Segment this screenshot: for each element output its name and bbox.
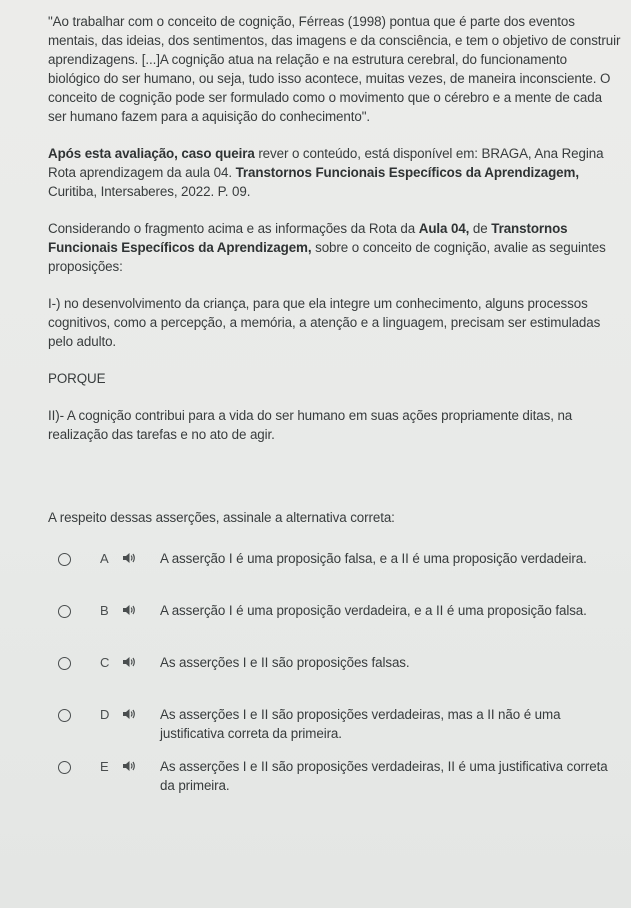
source-text-2: Curitiba, Intersaberes, 2022. P. 09.	[48, 184, 251, 199]
option-letter: B	[100, 603, 109, 618]
radio-circle-icon[interactable]	[58, 553, 71, 566]
speaker-icon[interactable]	[122, 760, 136, 772]
option-c[interactable]	[48, 653, 621, 693]
intro-text-1: Considerando o fragmento acima e as informações da Rota da	[48, 221, 419, 236]
intro-text-2: de	[469, 221, 492, 236]
speaker-icon[interactable]	[122, 604, 136, 616]
option-b[interactable]	[48, 601, 621, 641]
proposition-2: II)- A cognição contribui para a vida do ser humano em suas ações propriamente ditas, na realização das tarefas e no ato de agir.	[48, 408, 573, 442]
radio-circle-icon[interactable]	[58, 709, 71, 722]
option-text: As asserções I e II são proposições verdadeiras, II é uma justificativa correta da primeira.	[160, 759, 608, 793]
option-e[interactable]	[48, 757, 621, 797]
speaker-icon[interactable]	[122, 552, 136, 564]
intro-bold-title: Transtornos Funcionais Específicos da Aprendizagem,	[48, 221, 568, 255]
option-letter: A	[100, 551, 109, 566]
option-letter: D	[100, 707, 110, 722]
proposition-1: I-) no desenvolvimento da criança, para que ela integre um conhecimento, alguns processos cognitivos, como a percepção, a memória, a atenção e a linguagem, precisam ser estimuladas pelo adulto.	[48, 296, 601, 349]
quote-paragraph: "Ao trabalhar com o conceito de cognição, Férreas (1998) pontua que é parte dos eventos mentais, das ideias, dos sentimentos, das imagens e da consciência, e tem o objetivo de construir aprendizagens. [...]A cognição atua na relação e na estrutura cerebral, do funcionamento biológico do ser humano, ou seja, tudo isso acontece, muitas vezes, de maneira inconsciente. O conceito de cognição pode ser formulado como o movimento que o cérebro e a mente de cada ser humano fazem para a aquisição do conhecimento".	[48, 14, 621, 124]
option-text: A asserção I é uma proposição verdadeira, e a II é uma proposição falsa.	[160, 603, 587, 618]
option-letter: E	[100, 759, 109, 774]
source-text-1: rever o conteúdo, está disponível em: BRAGA, Ana Regina Rota aprendizagem da aula 04.	[48, 146, 604, 180]
radio-circle-icon[interactable]	[58, 761, 71, 774]
source-bold-title: Transtornos Funcionais Específicos da Aprendizagem,	[235, 165, 579, 180]
option-text: A asserção I é uma proposição falsa, e a II é uma proposição verdadeira.	[160, 551, 587, 566]
speaker-icon[interactable]	[122, 708, 136, 720]
option-letter: C	[100, 655, 110, 670]
source-paragraph	[48, 144, 621, 201]
intro-paragraph	[48, 219, 621, 276]
answer-options	[48, 549, 621, 797]
speaker-icon[interactable]	[122, 656, 136, 668]
intro-bold-aula: Aula 04,	[418, 221, 470, 236]
radio-circle-icon[interactable]	[58, 605, 71, 618]
source-bold-intro: Após esta avaliação, caso queira	[48, 146, 255, 161]
connector-porque: PORQUE	[48, 371, 106, 386]
option-a[interactable]	[48, 549, 621, 589]
option-text: As asserções I e II são proposições falsas.	[160, 655, 410, 670]
radio-circle-icon[interactable]	[58, 657, 71, 670]
option-d[interactable]	[48, 705, 621, 745]
intro-text-3: sobre o conceito de cognição, avalie as seguintes proposições:	[48, 240, 606, 274]
question-prompt: A respeito dessas asserções, assinale a alternativa correta:	[48, 510, 395, 525]
option-text: As asserções I e II são proposições verdadeiras, mas a II não é uma justificativa correta da primeira.	[160, 707, 561, 741]
